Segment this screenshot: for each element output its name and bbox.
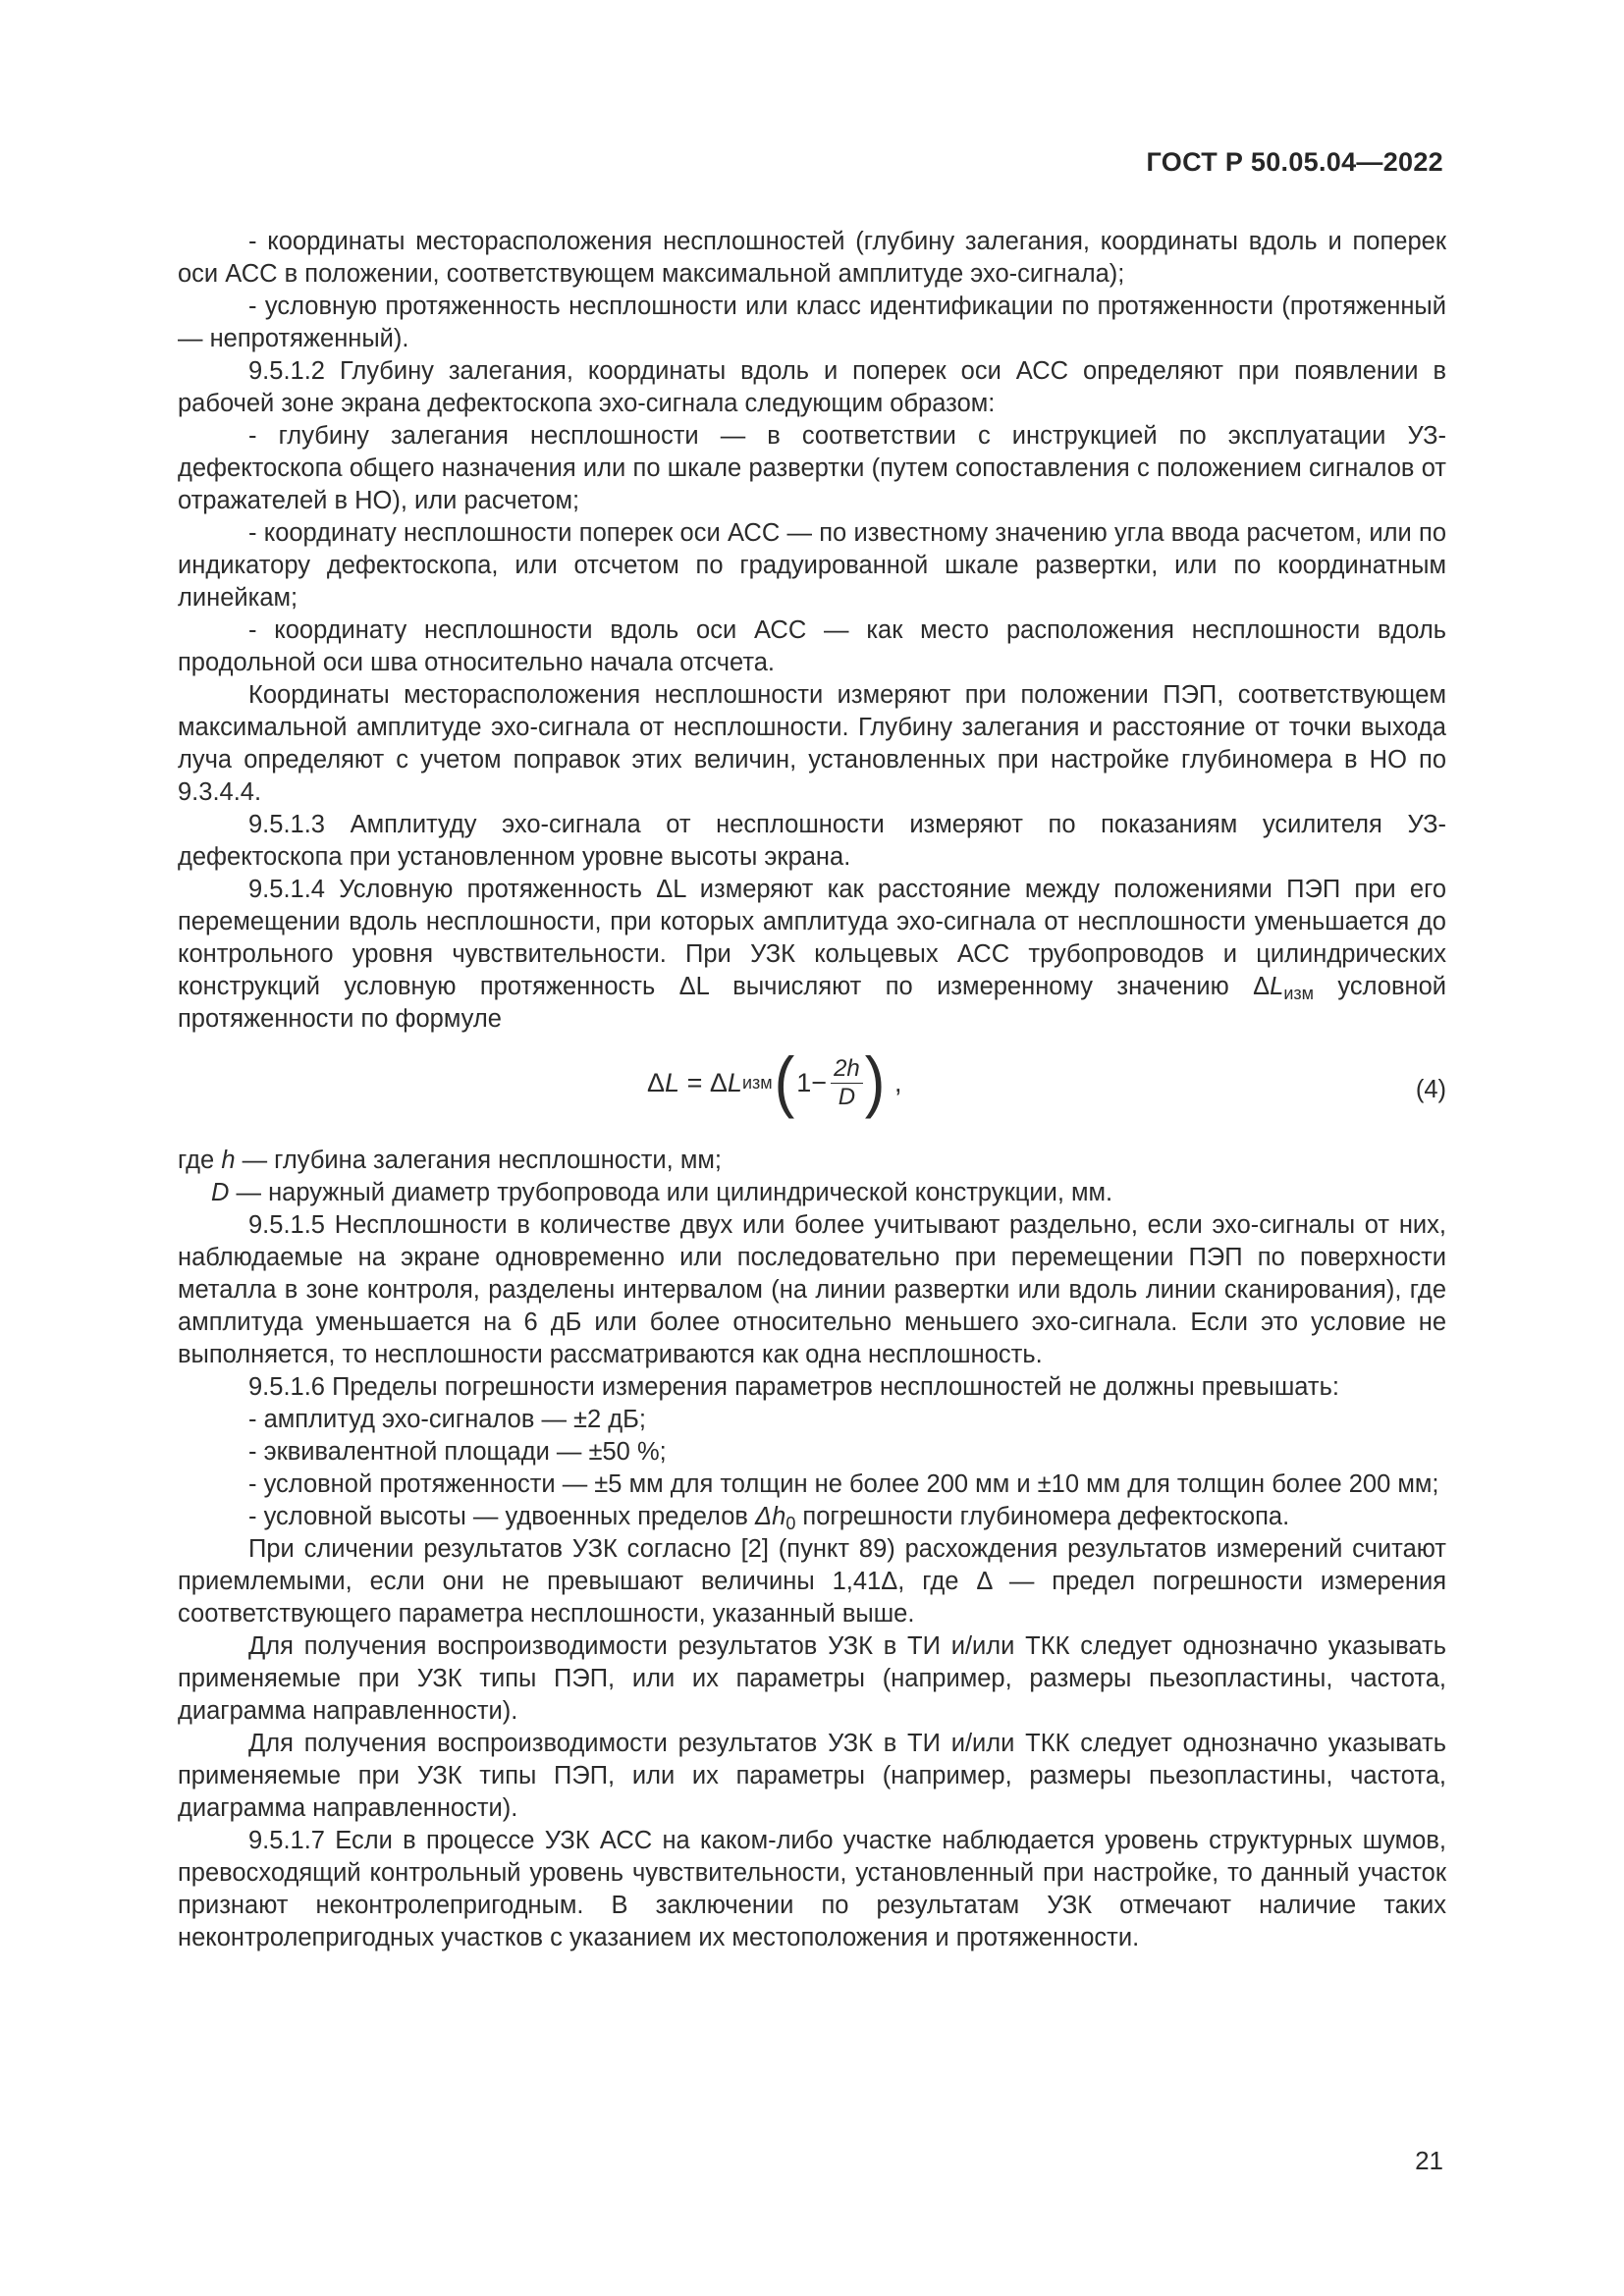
paragraph: Для получения воспроизводимости результатов УЗК в ТИ и/или ТКК следует однозначно указывать применяемые при УЗК типы ПЭП, или их параметры (например, размеры пьезопластины, частота, диаграмма направленности). <box>178 1730 1446 1822</box>
paragraph: 9.5.1.2 Глубину залегания, координаты вдоль и поперек оси АСС определяют при появлении в рабочей зоне экрана дефектоскопа эхо-сигнала следующим образом: <box>178 357 1446 417</box>
document-header: ГОСТ Р 50.05.04—2022 <box>1146 147 1443 177</box>
paragraph: - координату несплошности поперек оси АСС — по известному значению угла ввода расчетом, или по индикатору дефектоскопа, или отсчетом по градуированной шкале развертки, или по координатным линейкам; <box>178 519 1446 612</box>
delta-l-symbol: ΔL <box>656 876 686 903</box>
delta-l-izm-symbol: $\Delta L_{изм}$ <box>1253 973 1315 1003</box>
where-clause-d: D — наружный диаметр трубопровода или цилиндрической конструкции, мм. <box>211 1179 1113 1206</box>
list-item: - амплитуд эхо-сигналов — ±2 дБ; <box>248 1406 646 1433</box>
where-clause-h: где h — глубина залегания несплошности, мм; <box>178 1147 722 1174</box>
paragraph-with-symbols: 9.5.1.4 Условную протяженность ΔL измеряют как расстояние между положениями ПЭП при его перемещении вдоль несплошности, при которых амплитуда эхо-сигнала от несплошности уменьшается до контрольного уровня чувствительности. При УЗК кольцевых АСС трубопроводов и цилиндрических конструкций условную протяженность ΔL вычисляют по измеренному значению $\Delta L_{изм}$ условной протяженности по формуле <box>178 876 1447 1033</box>
page-number: 21 <box>1415 2146 1443 2175</box>
paragraph: - координаты месторасположения несплошностей (глубину залегания, координаты вдоль и поперек оси АСС в положении, соответствующем максимальной амплитуде эхо-сигнала); <box>178 228 1446 288</box>
right-paren: ) <box>864 1044 886 1120</box>
list-item: - условной протяженности — ±5 мм для толщин не более 200 мм и ±10 мм для толщин более 200 мм; <box>248 1470 1439 1498</box>
paragraph: Координаты месторасположения несплошности измеряют при положении ПЭП, соответствующем максимальной амплитуде эхо-сигнала от несплошности. Глубину залегания и расстояние от точки выхода луча определяют с учетом поправок этих величин, установленных при настройке глубиномера в НО по 9.3.4.4. <box>178 681 1446 806</box>
fraction: $\frac{2h}{D}$ <box>831 1055 863 1111</box>
paragraph: 9.5.1.5 Несплошности в количестве двух или более учитывают раздельно, если эхо-сигналы от них, наблюдаемые на экране одновременно или последовательно при перемещении ПЭП по поверхности металла в зоне контроля, разделены интервалом (на линии развертки или вдоль линии сканирования), где амплитуда уменьшается на 6 дБ или более относительно меньшего эхо-сигнала. Если это условие не выполняется, то несплошности рассматриваются как одна несплошность. <box>178 1211 1446 1368</box>
paragraph: 9.5.1.7 Если в процессе УЗК АСС на каком-либо участке наблюдается уровень структурных шумов, превосходящий контрольный уровень чувствительности, установленный при настройке, то данный участок признают неконтролепригодным. В заключении по результатам УЗК отмечают наличие таких неконтролепригодных участков с указанием их местоположения и протяженности. <box>178 1827 1446 1951</box>
paragraph: - координату несплошности вдоль оси АСС — как место расположения несплошности вдоль продольной оси шва относительно начала отсчета. <box>178 616 1446 676</box>
delta-l-symbol: ΔL <box>678 973 709 1000</box>
paragraph: - условную протяженность несплошности или класс идентификации по протяженности (протяженный — непротяженный). <box>178 293 1446 352</box>
page-body <box>178 226 1446 1954</box>
paragraph: 9.5.1.3 Амплитуду эхо-сигнала от несплошности измеряют по показаниям усилителя УЗ-дефектоскопа при установленном уровне высоты экрана. <box>178 811 1446 871</box>
paragraph: - глубину залегания несплошности — в соответствии с инструкцией по эксплуатации УЗ-дефектоскопа общего назначения или по шкале развертки (путем сопоставления с положением сигналов от отражателей в НО), или расчетом; <box>178 422 1446 514</box>
list-item: - условной высоты — удвоенных пределов $\Delta h_0$ погрешности глубиномера дефектоскопа. <box>248 1503 1290 1533</box>
formula-block <box>178 1044 1446 1135</box>
paragraph: 9.5.1.6 Пределы погрешности измерения параметров несплошностей не должны превышать: <box>248 1373 1339 1401</box>
equation-number: (4) <box>1415 1076 1446 1103</box>
paragraph: При сличении результатов УЗК согласно [2] (пункт 89) расхождения результатов измерений считают приемлемыми, если они не превышают величины 1,41Δ, где Δ — предел погрешности измерения соответствующего параметра несплошности, указанный выше. <box>178 1535 1446 1628</box>
list-item: - эквивалентной площади — ±50 %; <box>248 1438 667 1466</box>
delta-h0-symbol: $\Delta h_0$ <box>755 1503 796 1533</box>
paragraph: Для получения воспроизводимости результатов УЗК в ТИ и/или ТКК следует однозначно указывать применяемые при УЗК типы ПЭП, или их параметры (например, размеры пьезопластины, частота, диаграмма направленности). <box>178 1632 1446 1725</box>
formula-4: Δ L = Δ L изм ( 1− $\frac{2h}{D}$ ) , <box>647 1044 902 1120</box>
left-paren: ( <box>774 1044 795 1120</box>
